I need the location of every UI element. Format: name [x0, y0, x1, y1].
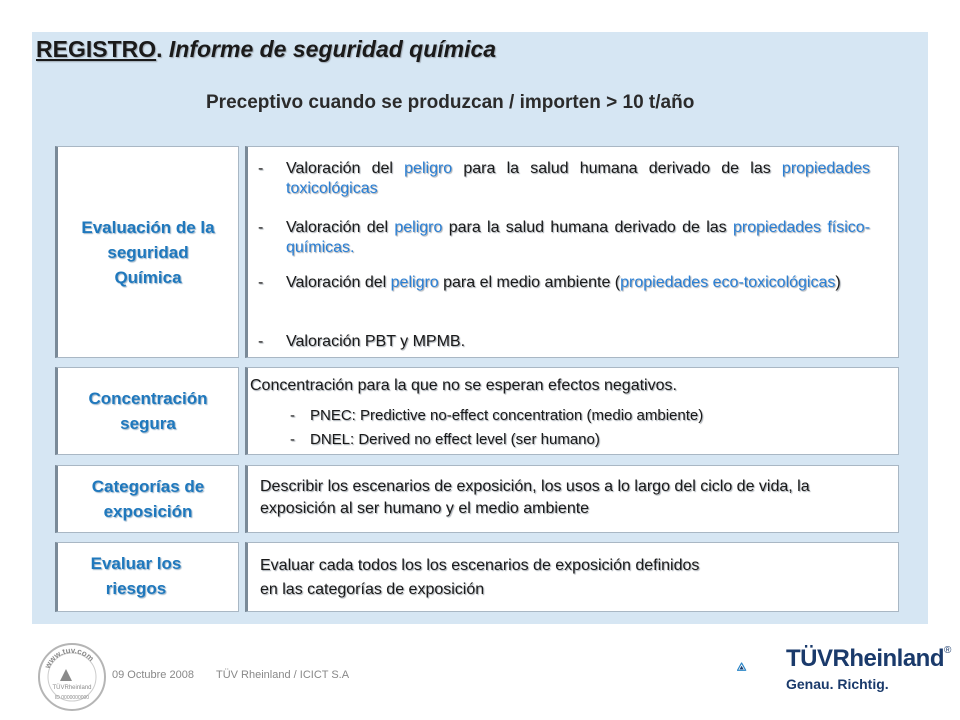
footer-date: 09 Octubre 2008: [112, 669, 194, 681]
title-registro: REGISTRO: [36, 36, 157, 62]
tuv-triangle-icon: [737, 640, 781, 696]
concentracion-intro: Concentración para la que no se esperan efectos negativos.: [250, 377, 677, 394]
title-separator: .: [156, 36, 169, 62]
svg-text:TÜVRheinland: TÜVRheinland: [52, 685, 92, 691]
label-concentracion: [55, 367, 239, 455]
tuv-slogan: Genau. Richtig.: [786, 676, 889, 692]
page-title: [36, 36, 496, 63]
label-evaluacion: [55, 146, 239, 358]
label-evaluacion-text: Evaluación de la seguridad Química: [81, 217, 215, 287]
list-item: - Valoración del peligro para la salud humana derivado de las propiedades físico-químicas.: [258, 219, 871, 256]
categorias-text: Describir los escenarios de exposición, los usos a lo largo del ciclo de vida, la exposición al ser humano y el medio ambiente: [260, 478, 810, 517]
label-riesgos: [55, 542, 239, 612]
list-item: - Valoración del peligro para el medio ambiente (propiedades eco-toxicológicas): [258, 274, 841, 291]
list-item: - Valoración PBT y MPMB.: [258, 333, 466, 350]
content-riesgos: [245, 542, 899, 612]
riesgos-line2: en las categorías de exposición: [260, 581, 485, 598]
title-informe: Informe de seguridad química: [168, 36, 497, 62]
svg-text:ID 0000000000: ID 0000000000: [54, 695, 90, 701]
riesgos-line1: Evaluar cada todos los los escenarios de exposición definidos: [260, 557, 700, 574]
label-categorias: [55, 465, 239, 533]
svg-text:www.tuv.com: www.tuv.com: [42, 645, 96, 670]
list-item: - PNEC: Predictive no-effect concentration (medio ambiente): [290, 407, 704, 424]
page-subtitle: Preceptivo cuando se produzcan / importen > 10 t/año: [206, 92, 695, 113]
list-item: - DNEL: Derived no effect level (ser humano): [290, 431, 600, 448]
label-categorias-text: Categorías de exposición: [91, 477, 205, 521]
list-item: - Valoración del peligro para la salud humana derivado de las propiedades toxicológicas: [258, 160, 870, 197]
content-categorias: [245, 465, 899, 533]
label-riesgos-text: Evaluar los riesgos: [90, 554, 182, 598]
label-concentracion-text: Concentración segura: [88, 389, 208, 433]
content-evaluacion: [245, 146, 899, 358]
tuv-brand-name: TÜVRheinland®: [786, 645, 951, 672]
content-concentracion: [245, 367, 899, 455]
footer-org: TÜV Rheinland / ICICT S.A: [216, 669, 350, 681]
tuv-seal-logo: [36, 641, 108, 713]
